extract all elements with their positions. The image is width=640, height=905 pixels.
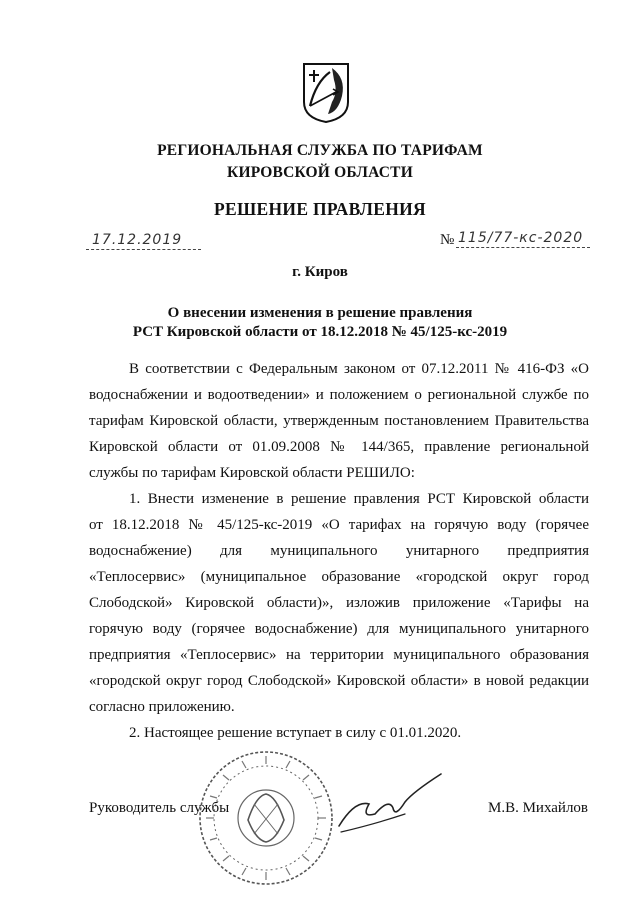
- date-handwritten: 17.12.2019: [92, 232, 183, 248]
- number-handwritten: 115/77-кс-2020: [458, 230, 584, 246]
- body-line: водоснабжение) для муниципального унитарного предприятия: [89, 543, 589, 559]
- body-line: от 18.12.2018 № 45/125-кс-2019 «О тарифах на горячую воду (горячее: [89, 517, 589, 533]
- body-line: службы по тарифам Кировской области РЕШИЛО:: [89, 465, 415, 481]
- body-line: «городской округ город Слободской» Кировской области» в новой редакции: [89, 673, 589, 689]
- body-line: В соответствии с Федеральным законом от 07.12.2011 № 416-ФЗ «О: [129, 361, 589, 377]
- handwritten-signature-icon: [335, 770, 445, 840]
- signatory-name: М.В. Михайлов: [488, 800, 589, 816]
- subject-title-line2: РСТ Кировской области от 18.12.2018 № 45/125-кс-2019: [132, 324, 508, 340]
- official-seal-icon: [196, 748, 336, 888]
- body-line: 2. Настоящее решение вступает в силу с 01.01.2020.: [129, 725, 462, 741]
- document-type: РЕШЕНИЕ ПРАВЛЕНИЯ: [214, 199, 426, 219]
- body-line: горячую воду (горячее водоснабжение) для муниципального унитарного: [89, 621, 589, 637]
- body-line: Слободской» Кировской области)», изложив приложение «Тарифы на: [89, 595, 589, 611]
- date-underline: [86, 249, 201, 250]
- body-line: водоснабжении и водоотведении» и положением о региональной службе по: [89, 387, 589, 403]
- subject-title-line1: О внесении изменения в решение правления: [167, 305, 473, 321]
- body-line: согласно приложению.: [89, 699, 235, 715]
- number-sign: №: [440, 232, 455, 248]
- body-line: предприятия «Теплосервис» на территории муниципального образования: [89, 647, 589, 663]
- body-line: тарифам Кировской области, утвержденным постановлением Правительства: [89, 413, 589, 429]
- decision-number: [440, 230, 590, 252]
- body-line: 1. Внести изменение в решение правления РСТ Кировской области: [129, 491, 589, 507]
- body-line: Кировской области от 01.09.2008 № 144/365, правление региональной: [89, 439, 589, 455]
- decision-date: [86, 232, 201, 254]
- org-name-line2: КИРОВСКОЙ ОБЛАСТИ: [227, 164, 413, 181]
- number-underline: [456, 247, 590, 248]
- city: г. Киров: [292, 264, 348, 280]
- coat-of-arms-icon: [302, 62, 350, 124]
- org-name-line1: РЕГИОНАЛЬНАЯ СЛУЖБА ПО ТАРИФАМ: [157, 142, 483, 159]
- signatory-role: Руководитель службы: [89, 800, 230, 816]
- body-line: «Теплосервис» (муниципальное образование «городской округ город: [89, 569, 589, 585]
